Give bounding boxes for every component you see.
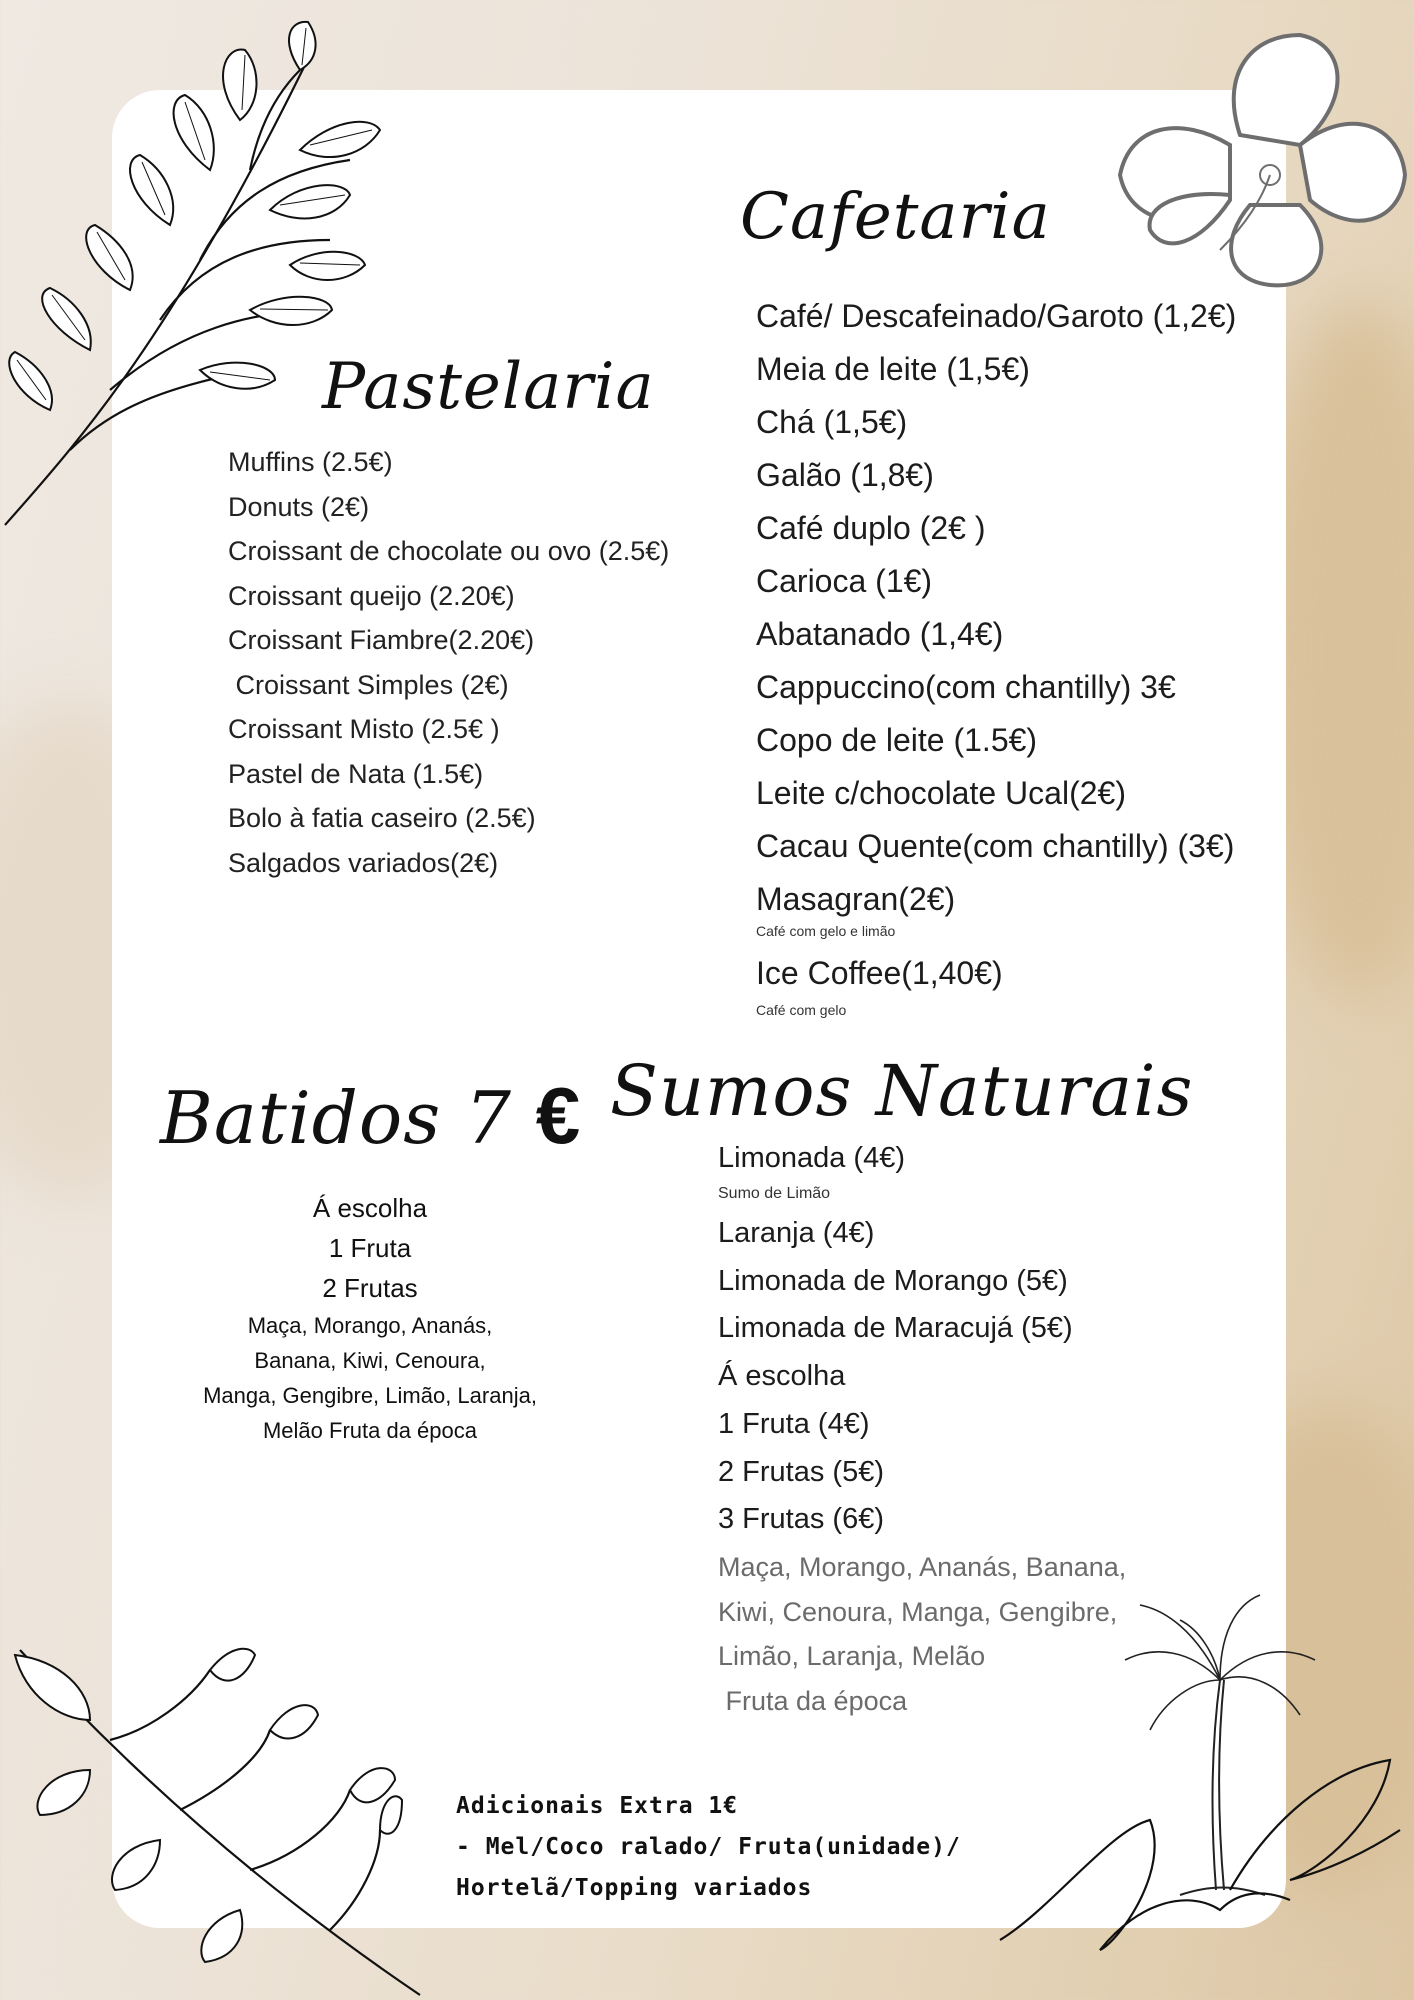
- list-item: Limonada (4€): [718, 1142, 905, 1174]
- cafetaria-title: Cafetaria: [740, 180, 1051, 254]
- list-item: Salgados variados(2€): [228, 847, 499, 878]
- list-item: Ice Coffee(1,40€): [756, 955, 1003, 991]
- list-item: Muffins (2.5€): [228, 447, 393, 477]
- batidos-line: 2 Frutas: [322, 1273, 418, 1303]
- list-item: Croissant Misto (2.5€ ): [228, 714, 500, 744]
- hibiscus-flower-icon: [1110, 15, 1414, 295]
- brand-signature-logo: [990, 1740, 1410, 1960]
- sumos-title: Sumos Naturais: [610, 1050, 1194, 1132]
- batidos-euro-sign: €: [535, 1071, 582, 1160]
- list-item: Croissant Simples (2€): [228, 669, 509, 700]
- pastelaria-title: Pastelaria: [322, 350, 655, 424]
- list-item: Copo de leite (1.5€): [756, 722, 1038, 758]
- list-item: Limão, Laranja, Melão: [718, 1641, 986, 1671]
- list-item: Laranja (4€): [718, 1217, 875, 1249]
- batidos-fruit-line: Manga, Gengibre, Limão, Laranja,: [203, 1383, 537, 1408]
- list-item: Galão (1,8€): [756, 457, 934, 493]
- cafetaria-list: [756, 290, 1236, 926]
- batidos-title: [160, 1070, 581, 1162]
- list-item: 2 Frutas (5€): [718, 1455, 884, 1488]
- sumos-fruits-list: [718, 1545, 1126, 1723]
- batidos-line: 1 Fruta: [328, 1233, 412, 1263]
- adicionais-line: Adicionais Extra 1€: [456, 1793, 739, 1819]
- list-item: Limonada de Morango (5€): [718, 1264, 1068, 1297]
- list-item: Á escolha: [718, 1360, 846, 1393]
- list-item: Fruta da época: [718, 1685, 908, 1716]
- batidos-fruit-line: Banana, Kiwi, Cenoura,: [254, 1348, 486, 1373]
- list-item: Café duplo (2€ ): [756, 510, 986, 546]
- limonada-note: Sumo de Limão: [718, 1185, 831, 1202]
- list-item: Limonada de Maracujá (5€): [718, 1312, 1073, 1345]
- list-item: Croissant queijo (2.20€): [228, 580, 515, 611]
- list-item: Abatanado (1,4€): [756, 616, 1004, 652]
- list-item: Donuts (2€): [228, 491, 370, 522]
- list-item: Chá (1,5€): [756, 404, 908, 440]
- list-item: 1 Fruta (4€): [718, 1407, 870, 1440]
- batidos-fruit-line: Melão Fruta da época: [262, 1418, 478, 1443]
- adicionais-line: Hortelã/Topping variados: [456, 1875, 813, 1901]
- batidos-fruit-line: Maça, Morango, Ananás,: [247, 1313, 493, 1338]
- ice-coffee-note: Café com gelo: [756, 1002, 847, 1018]
- list-item: 3 Frutas (6€): [718, 1503, 884, 1536]
- adicionais-block: [456, 1786, 961, 1909]
- list-item: Café/ Descafeinado/Garoto (1,2€): [756, 298, 1237, 334]
- batidos-line: Á escolha: [312, 1193, 428, 1223]
- masagran-note: Café com gelo e limão: [756, 923, 896, 939]
- list-item: Kiwi, Cenoura, Manga, Gengibre,: [718, 1596, 1118, 1627]
- batidos-block: [160, 1188, 580, 1448]
- list-item: Cappuccino(com chantilly) 3€: [756, 669, 1176, 705]
- batidos-title-text: Batidos 7: [160, 1076, 512, 1160]
- list-item: Croissant Fiambre(2.20€): [228, 625, 535, 655]
- pastelaria-list: [228, 440, 669, 885]
- list-item: Meia de leite (1,5€): [756, 351, 1030, 387]
- list-item: Pastel de Nata (1.5€): [228, 758, 484, 789]
- list-item: Bolo à fatia caseiro (2.5€): [228, 803, 536, 833]
- list-item: Carioca (1€): [756, 563, 933, 599]
- list-item: Masagran(2€): [756, 881, 956, 917]
- sumos-list: [718, 1210, 1073, 1544]
- adicionais-line: - Mel/Coco ralado/ Fruta(unidade)/: [456, 1834, 961, 1860]
- list-item: Maça, Morango, Ananás, Banana,: [718, 1552, 1127, 1582]
- list-item: Leite c/chocolate Ucal(2€): [756, 775, 1126, 811]
- list-item: Cacau Quente(com chantilly) (3€): [756, 828, 1235, 864]
- list-item: Croissant de chocolate ou ovo (2.5€): [228, 536, 670, 566]
- leaf-branch-icon: [0, 1640, 440, 2000]
